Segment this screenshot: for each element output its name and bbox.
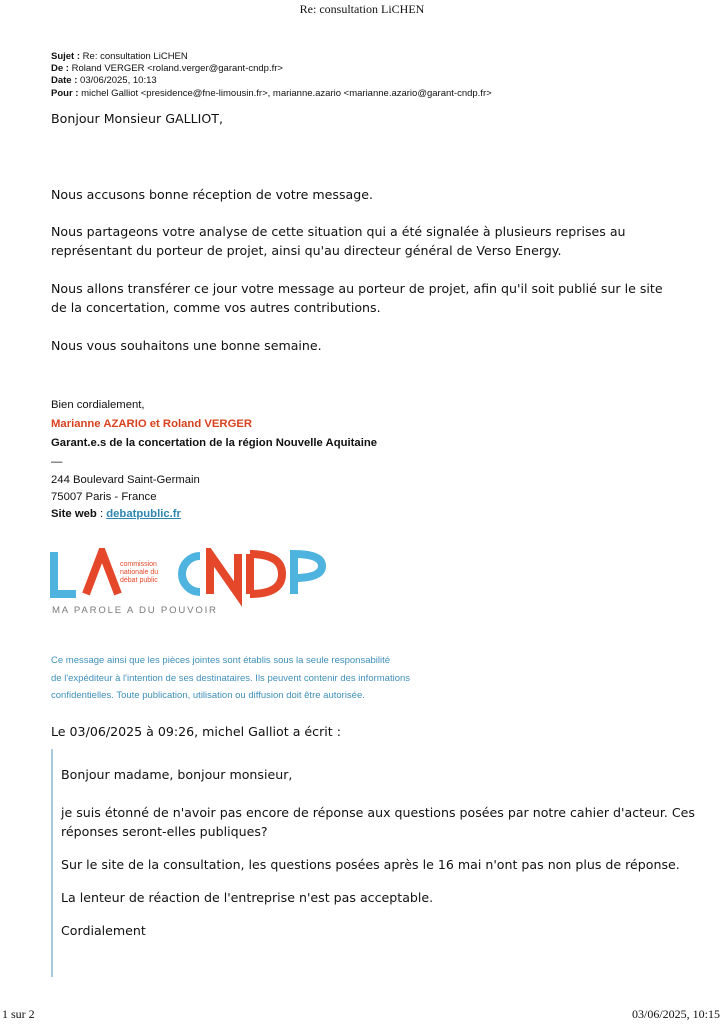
page-number: 1 sur 2	[2, 1007, 35, 1021]
email-headers	[51, 51, 492, 100]
signature-dash: —	[51, 456, 63, 468]
signature-role: Garant.e.s de la concertation de la région Nouvelle Aquitaine	[51, 437, 378, 449]
to-value: michel Galliot <presidence@fne-limousin.fr>, marianne.azario <marianne.azario@garant-cndp.fr>	[81, 87, 492, 99]
website-label: Site web	[51, 508, 97, 520]
quote-intro: Le 03/06/2025 à 09:26, michel Galliot a écrit :	[51, 724, 341, 739]
subject-row	[51, 51, 492, 63]
quote-closing: Cordialement	[61, 923, 146, 938]
quote-greeting: Bonjour madame, bonjour monsieur,	[61, 767, 293, 782]
signature-website	[51, 505, 181, 523]
print-timestamp: 03/06/2025, 10:15	[631, 1007, 720, 1021]
body-paragraph-1: Nous accusons bonne réception de votre message.	[51, 187, 373, 202]
disclaimer	[51, 652, 531, 705]
page-title: Re: consultation LiCHEN	[299, 2, 425, 16]
body-paragraph-2: Nous partageons votre analyse de cette situation qui a été signalée à plusieurs reprises au représentant du porteur de projet, ainsi qu'au directeur général de Verso Energy.	[51, 224, 626, 258]
website-link[interactable]: debatpublic.fr	[106, 508, 181, 520]
logo-small-line-1: commission	[120, 561, 157, 568]
from-value: Roland VERGER <roland.verger@garant-cndp.fr>	[71, 63, 283, 75]
from-row	[51, 63, 492, 75]
body-paragraph-3: Nous allons transférer ce jour votre message au porteur de projet, afin qu'il soit publié sur le site de la concertation, comme vos autres contributions.	[51, 281, 663, 315]
body-paragraph-4: Nous vous souhaitons une bonne semaine.	[51, 338, 322, 353]
subject-label: Sujet :	[51, 51, 81, 62]
to-label: Pour :	[51, 87, 79, 99]
date-value: 03/06/2025, 10:13	[80, 75, 157, 87]
quote-paragraph-3: La lenteur de réaction de l'entreprise n'est pas acceptable.	[61, 890, 434, 905]
logo-tagline: MA PAROLE A DU POUVOIR	[52, 605, 218, 616]
greeting: Bonjour Monsieur GALLIOT,	[51, 111, 223, 126]
signature-address-line-1: 244 Boulevard Saint-Germain	[51, 474, 200, 486]
disclaimer-line-3: confidentielles. Toute publication, utilisation ou diffusion doit être autorisée.	[51, 690, 365, 701]
disclaimer-line-2: de l'expéditeur à l'intention de ses destinataires. Ils peuvent contenir des informations	[51, 672, 411, 684]
logo-small-line-2: nationale du	[120, 569, 159, 576]
quote-paragraph-2: Sur le site de la consultation, les questions posées après le 16 mai n'ont pas non plus de réponse.	[61, 857, 680, 872]
signature-closing: Bien cordialement,	[51, 399, 145, 411]
quote-paragraph-1: je suis étonné de n'avoir pas encore de réponse aux questions posées par notre cahier d'acteur. Ces réponses seront-elles publiques?	[61, 805, 695, 839]
signature-address-line-2: 75007 Paris - France	[51, 491, 157, 503]
date-row	[51, 75, 492, 87]
website-separator: :	[96, 508, 107, 520]
quoted-message	[51, 749, 701, 977]
subject-value: Re: consultation LiCHEN	[82, 51, 188, 62]
from-label: De :	[51, 63, 69, 75]
date-label: Date :	[51, 75, 78, 87]
disclaimer-line-1: Ce message ainsi que les pièces jointes sont établis sous la seule responsabilité	[51, 655, 391, 666]
signature-names: Marianne AZARIO et Roland VERGER	[51, 418, 253, 430]
to-row	[51, 88, 492, 100]
logo-small-line-3: débat public	[120, 577, 158, 584]
